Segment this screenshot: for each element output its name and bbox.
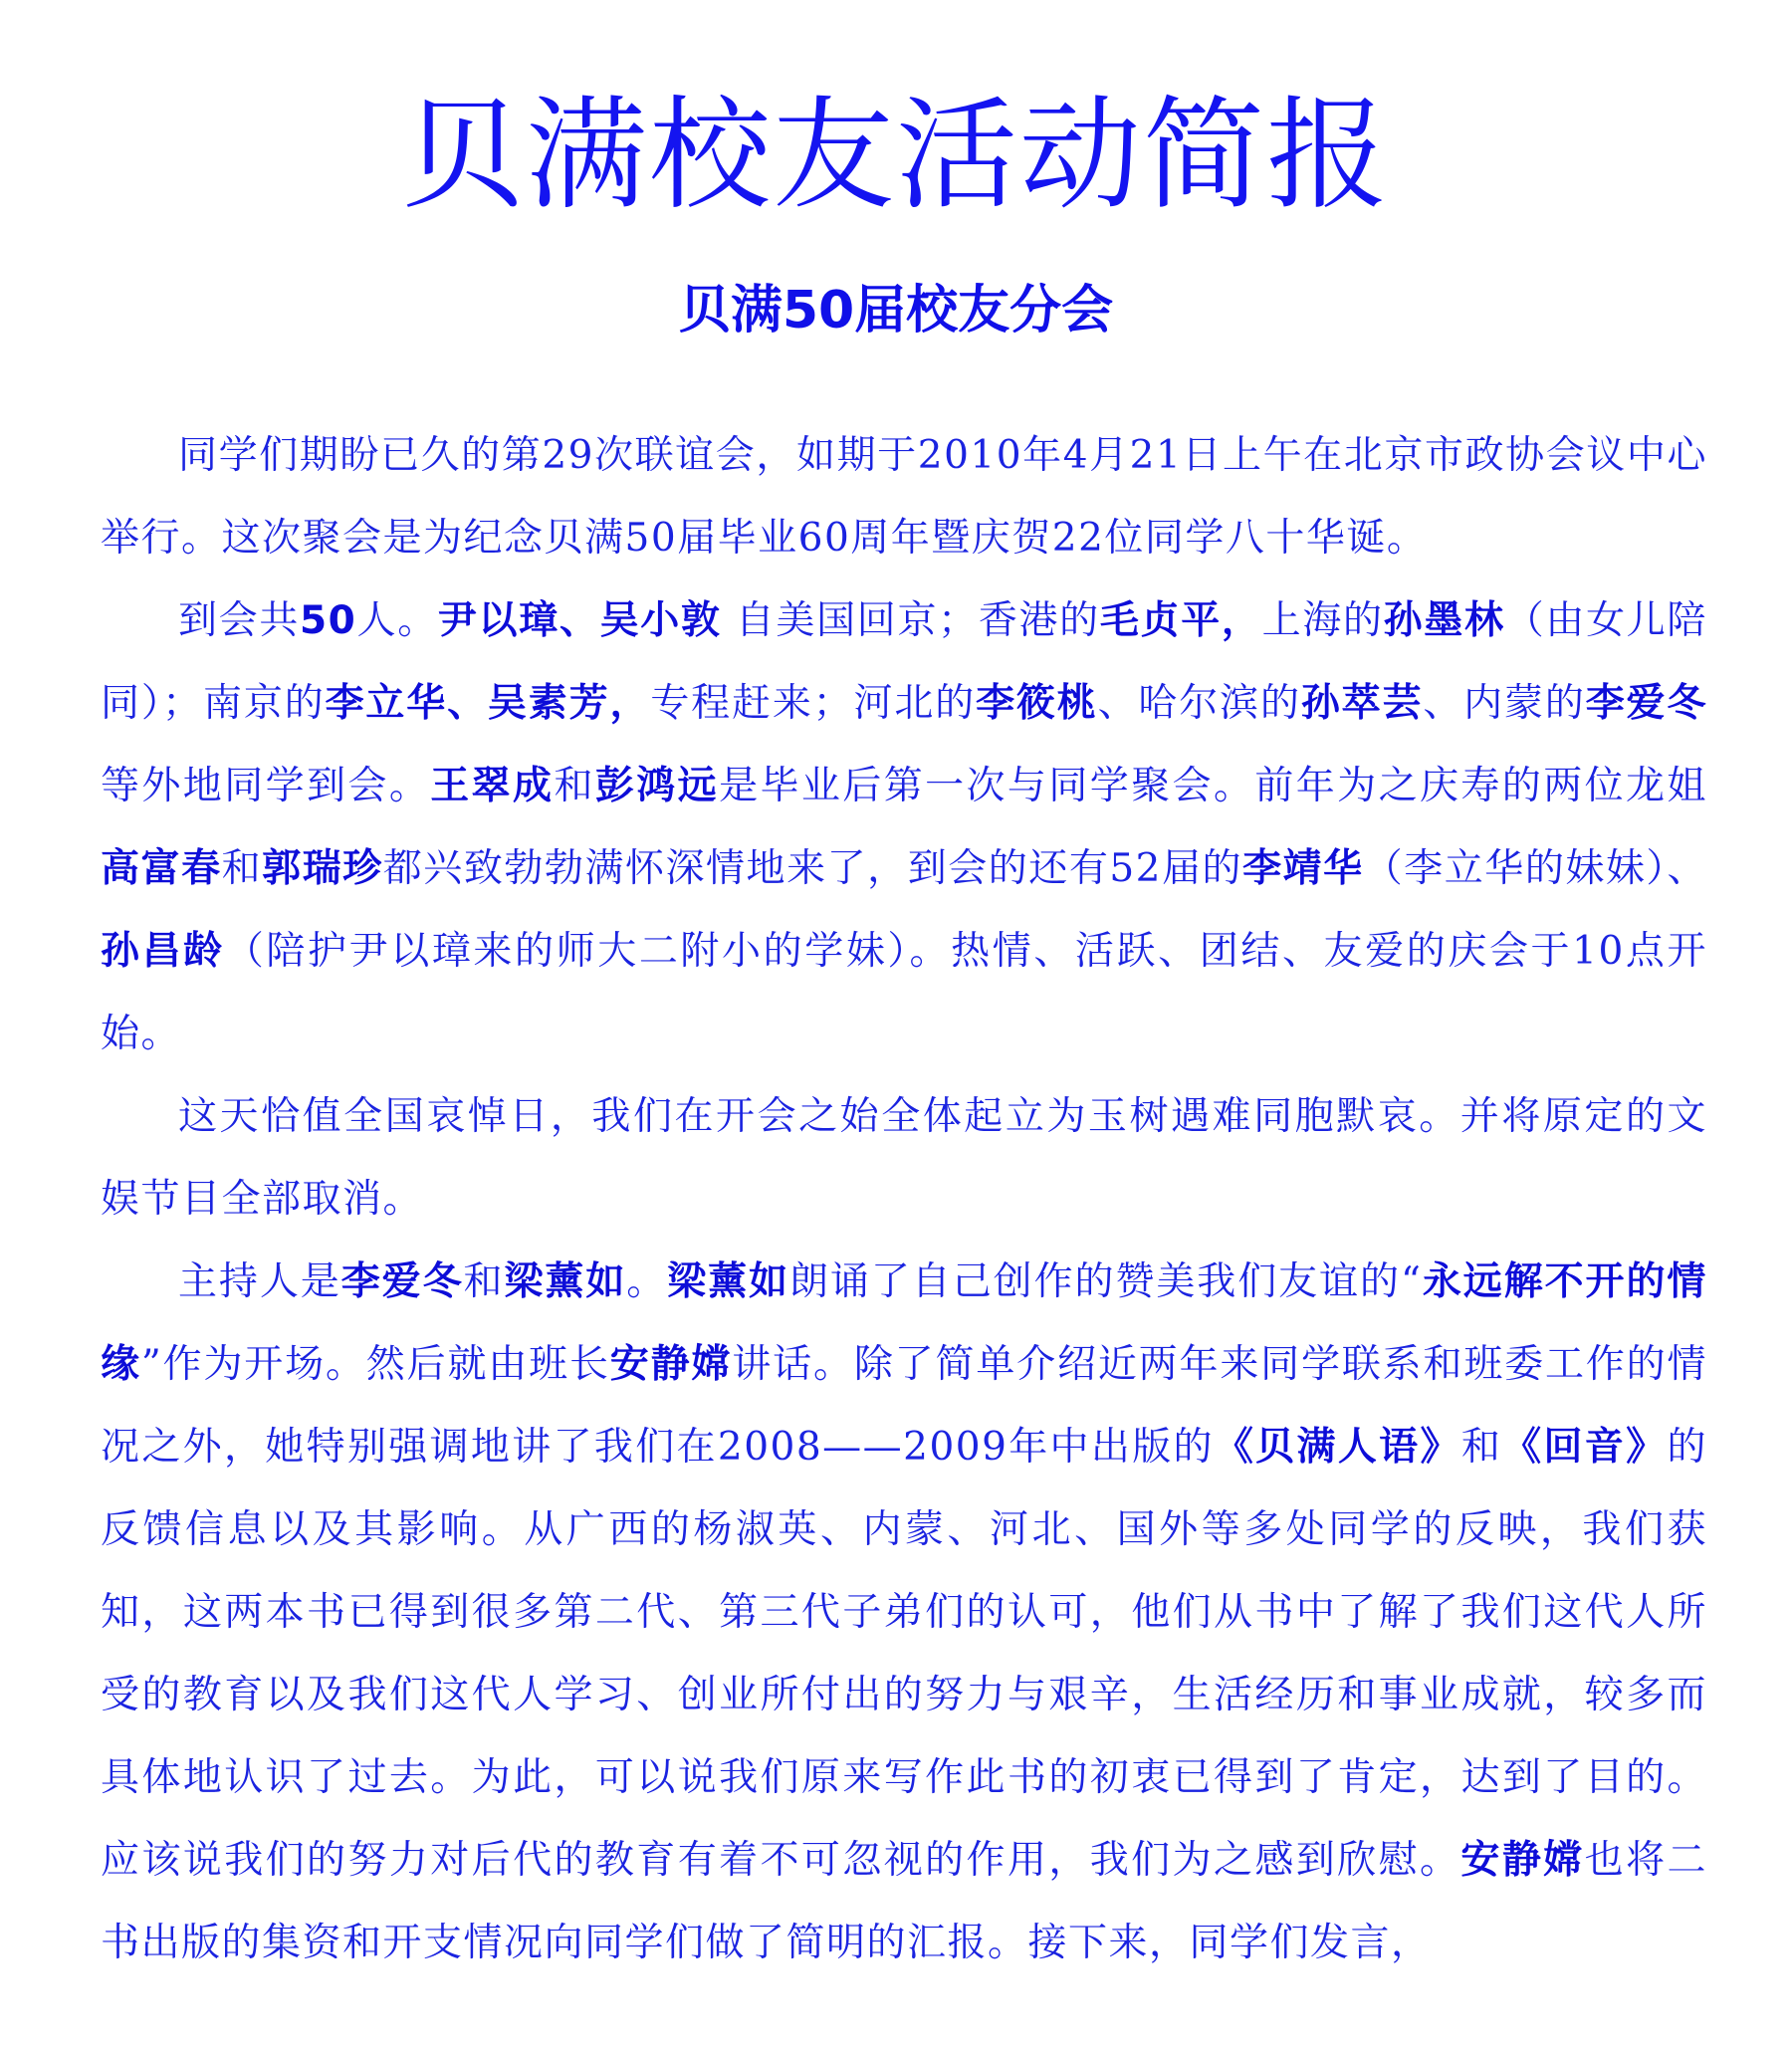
body-paragraph (101, 1075, 1707, 1241)
paragraph-text: 和 (1460, 1425, 1503, 1470)
highlighted-name: 郭瑞珍 (262, 846, 383, 891)
highlighted-name: 尹以璋、吴小敦 (437, 598, 722, 643)
paragraph-text: 和 (221, 846, 263, 891)
paragraph-text: 朗诵了自己创作的赞美我们友谊的“ (789, 1259, 1423, 1304)
paragraph-text: ”作为开场。然后就由班长 (140, 1342, 610, 1387)
highlighted-name: 《回音》 (1502, 1425, 1668, 1470)
highlighted-name: 永远解不开的情缘 (101, 1259, 1707, 1387)
highlighted-name: 彭鸿远 (594, 764, 720, 808)
paragraph-text: 、哈尔滨的 (1097, 681, 1301, 726)
highlighted-name: 李立华、吴素芳， (325, 681, 651, 726)
paragraph-text: 和 (554, 764, 595, 808)
paragraph-text: 同学们期盼已久的第29次联谊会，如期于2010年4月21日上午在北京市政协会议中心举行。这次聚会是为纪念贝满50届毕业60周年暨庆贺22位同学八十华诞。 (101, 433, 1707, 561)
highlighted-name: 李靖华 (1242, 846, 1364, 891)
highlighted-name: 孙墨林 (1383, 598, 1505, 643)
body-paragraph (101, 579, 1707, 1075)
paragraph-text: 上海的 (1261, 598, 1384, 643)
document-title: 贝满校友活动简报 (402, 85, 1390, 226)
paragraph-text: （由女儿陪同）；南京的 (101, 598, 1707, 726)
highlighted-name: 李爱冬 (340, 1259, 464, 1304)
paragraph-text: 自美国回京；香港的 (721, 598, 1100, 643)
body-paragraph (101, 414, 1707, 579)
paragraph-text: 、内蒙的 (1423, 681, 1586, 726)
highlighted-name: 梁薰如 (667, 1259, 789, 1304)
highlighted-name: 李筱桃 (976, 681, 1098, 726)
paragraph-text: 等外地同学到会。 (101, 764, 431, 808)
paragraph-text: （陪护尹以璋来的师大二附小的学妹）。热情、活跃、团结、友爱的庆会于10点开始。 (101, 929, 1707, 1056)
highlighted-name: 《贝满人语》 (1214, 1425, 1461, 1470)
paragraph-text: 都兴致勃勃满怀深情地来了，到会的还有52届的 (382, 846, 1243, 891)
paragraph-text: 专程赶来；河北的 (650, 681, 977, 726)
highlighted-name: 梁薰如 (504, 1259, 627, 1304)
highlighted-name: 高富春 (101, 846, 222, 891)
highlighted-name: 孙昌龄 (101, 929, 225, 974)
paragraph-text: 也将二书出版的集资和开支情况向同学们做了简明的汇报。接下来，同学们发言， (101, 1838, 1707, 1965)
document-body (101, 414, 1707, 1984)
body-paragraph (101, 1241, 1707, 1984)
paragraph-text: 和 (463, 1259, 505, 1304)
paragraph-text: 主持人是 (178, 1259, 341, 1304)
highlighted-name: 安静嫦 (1460, 1838, 1585, 1883)
highlighted-name: 毛贞平， (1099, 598, 1262, 643)
paragraph-text: 这天恰值全国哀悼日，我们在开会之始全体起立为玉树遇难同胞默哀。并将原定的文娱节目全部取消。 (101, 1094, 1707, 1222)
highlighted-name: 王翠成 (430, 764, 555, 808)
paragraph-text: 的反馈信息以及其影响。从广西的杨淑英、内蒙、河北、国外等多处同学的反映，我们获知，这两本书已得到很多第二代、第三代子弟们的认可，他们从书中了解了我们这代人所受的教育以及我们这代人学习、创业所付出的努力与艰辛，生活经历和事业成就，较多而具体地认识了过去。为此，可以说我们原来写作此书的初衷已得到了肯定，达到了目的。应该说我们的努力对后代的教育有着不可忽视的作用，我们为之感到欣慰。 (101, 1425, 1707, 1883)
highlighted-name: 孙萃芸 (1300, 681, 1424, 726)
paragraph-text: 。 (626, 1259, 668, 1304)
paragraph-text: （李立华的妹妹）、 (1363, 846, 1707, 891)
paragraph-text: 到会共 (178, 598, 301, 643)
paragraph-text: 人。 (356, 598, 438, 643)
paragraph-text: 讲话。除了简单介绍近两年来同学联系和班委工作的情况之外，她特别强调地讲了我们在2008——2009年中出版的 (101, 1342, 1707, 1470)
highlighted-name: 50 (300, 598, 357, 643)
document-subtitle: 贝满50届校友分会 (678, 281, 1114, 341)
highlighted-name: 安静嫦 (609, 1342, 733, 1387)
highlighted-name: 李爱冬 (1585, 681, 1707, 726)
paragraph-text: 是毕业后第一次与同学聚会。前年为之庆寿的两位龙姐 (719, 764, 1707, 808)
